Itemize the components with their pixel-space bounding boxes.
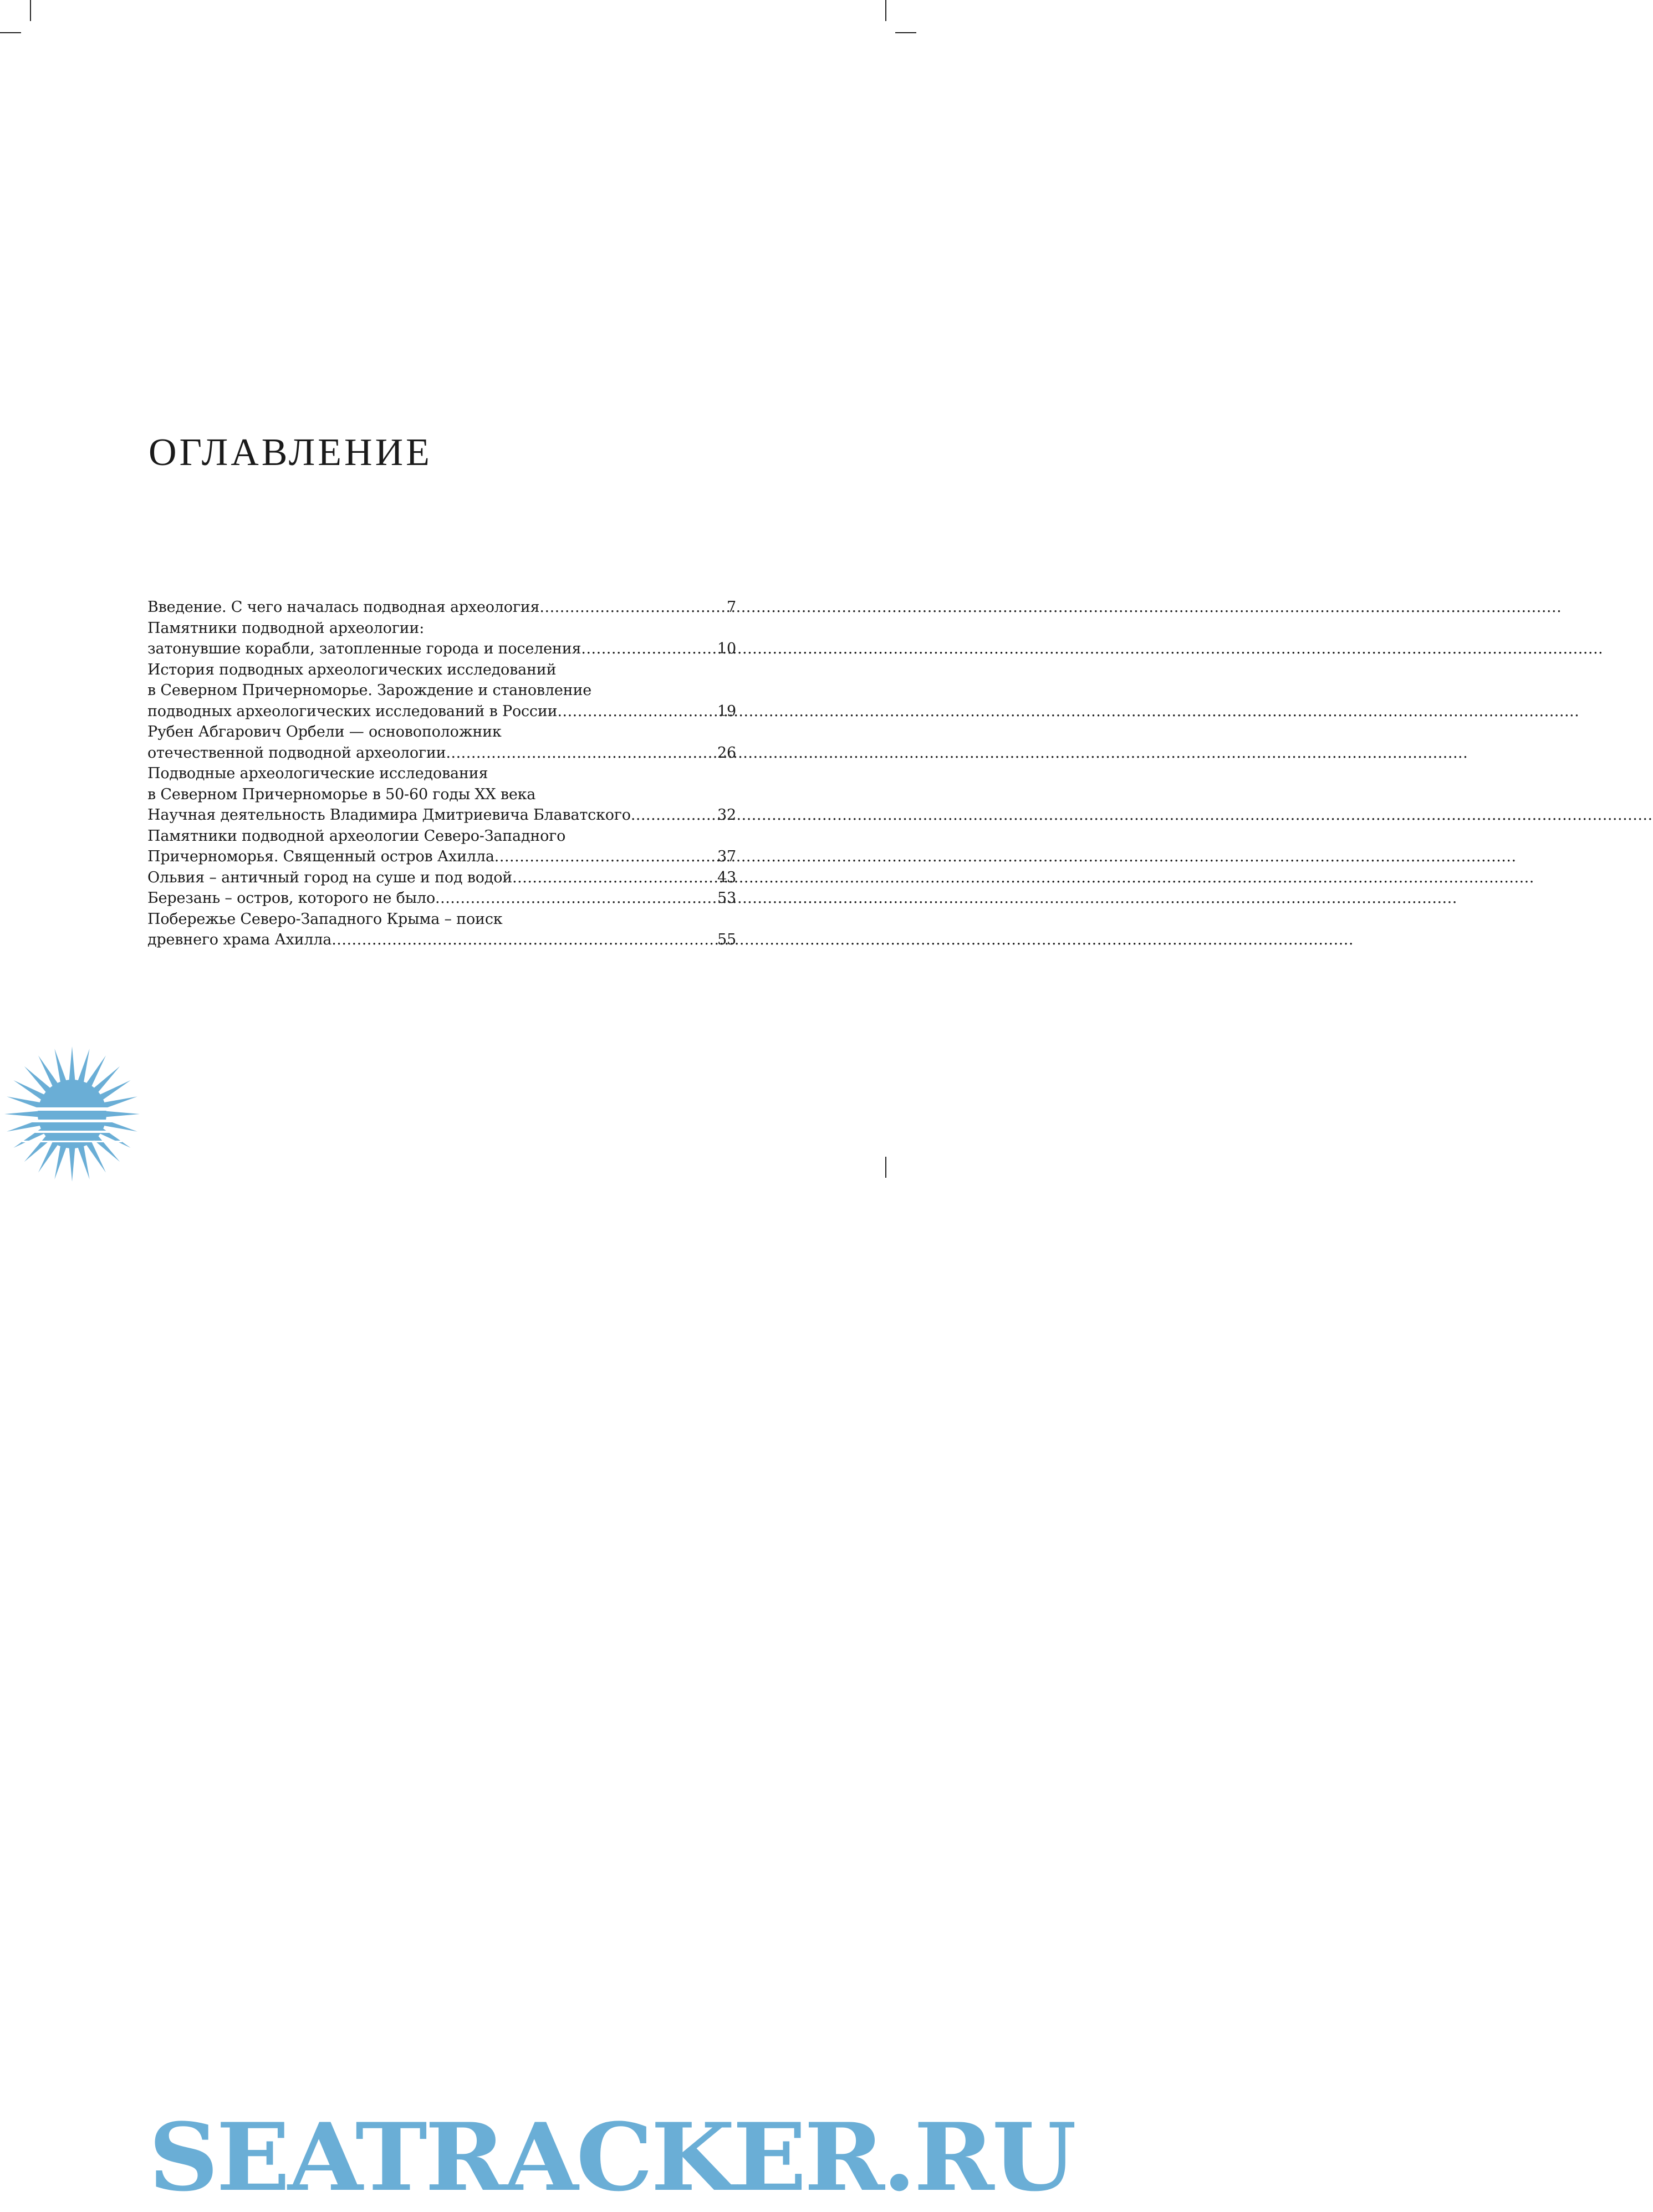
toc-entry — [147, 888, 736, 909]
crop-mark-top-left — [30, 0, 31, 21]
toc-line-text: Введение. С чего началась подводная археология — [147, 599, 540, 616]
toc-entry — [147, 763, 736, 826]
toc-leader-dots — [581, 638, 717, 660]
toc-leader-dots — [512, 867, 717, 888]
toc-line — [147, 805, 736, 826]
toc-line — [147, 638, 736, 660]
toc-page-number: 26 — [717, 744, 736, 762]
toc-line-text: в Северном Причерноморье в 50-60 годы XX века — [147, 785, 536, 803]
sun-ray — [77, 1144, 89, 1179]
toc-entry — [147, 909, 736, 951]
toc-line-text: отечественной подводной археологии — [147, 744, 446, 762]
crop-mark-top-right-h — [895, 32, 916, 33]
toc-leader-dots — [557, 701, 717, 722]
sun-ray — [4, 1111, 40, 1117]
page-title: ОГЛАВЛЕНИЕ — [149, 431, 432, 474]
sun-ray — [54, 1049, 67, 1084]
toc-line — [147, 826, 736, 847]
toc-line — [147, 763, 736, 784]
toc-line — [147, 888, 736, 909]
toc-entry — [147, 867, 736, 888]
toc-entry — [147, 826, 736, 867]
toc-line-text: в Северном Причерноморье. Зарождение и становление — [147, 682, 592, 699]
crop-mark-top-right — [885, 0, 886, 21]
toc-line-text: Памятники подводной археологии: — [147, 619, 425, 637]
toc-line — [147, 618, 736, 639]
toc-line — [147, 846, 736, 867]
toc-line — [147, 597, 736, 618]
watermark-text: SEATRACKER.RU — [149, 2102, 1074, 2212]
toc-page-number: 37 — [717, 848, 736, 865]
sun-ray — [7, 1096, 42, 1108]
sun-ray — [77, 1049, 89, 1084]
toc-line-text: Причерноморья. Священный остров Ахилла — [147, 848, 494, 865]
toc-leader-dots — [631, 805, 717, 826]
toc-leader-dots — [539, 597, 727, 618]
toc-leader-dots — [494, 846, 717, 867]
sun-ray — [54, 1144, 67, 1179]
toc-line — [147, 743, 736, 764]
sun-ray — [69, 1146, 75, 1182]
sun-icon — [0, 1042, 144, 1178]
toc-entry — [147, 660, 736, 722]
sun-ray — [69, 1046, 75, 1082]
toc-line — [147, 929, 736, 951]
toc-line — [147, 660, 736, 681]
toc-leader-dots — [435, 888, 717, 909]
toc-line — [147, 867, 736, 888]
sun-ray — [104, 1111, 140, 1117]
toc-entry — [147, 597, 736, 618]
toc-entry — [147, 722, 736, 763]
toc-line — [147, 680, 736, 701]
toc-entry — [147, 618, 736, 660]
toc-line — [147, 784, 736, 805]
toc-page-number: 55 — [717, 931, 736, 948]
toc-line-text: Ольвия – античный город на суше и под водой — [147, 869, 513, 886]
toc-page-number: 32 — [717, 806, 736, 824]
toc-line-text: Березань – остров, которого не было — [147, 890, 436, 907]
toc-leader-dots — [331, 929, 717, 951]
toc-line-text: Рубен Абгарович Орбели — основоположник — [147, 723, 502, 740]
crop-mark-top-left-h — [0, 32, 21, 33]
toc-page-number: 53 — [717, 890, 736, 907]
watermark — [0, 1042, 1074, 2212]
toc-leader-dots — [446, 743, 717, 764]
toc-page-number: 43 — [717, 869, 736, 886]
toc-line-text: Научная деятельность Владимира Дмитриевича Блаватского — [147, 806, 631, 824]
sun-ray — [102, 1096, 137, 1108]
toc-line-text: Памятники подводной археологии Северо-Западного — [147, 827, 566, 845]
toc-line-text: Подводные археологические исследования — [147, 765, 488, 782]
toc-line-text: затонувшие корабли, затопленные города и поселения — [147, 640, 581, 657]
toc-page-number: 19 — [717, 702, 736, 720]
toc-page-number: 10 — [717, 640, 736, 657]
toc-line-text: Побережье Северо-Западного Крыма – поиск — [147, 910, 503, 928]
toc-page-number: 7 — [727, 599, 736, 616]
toc-line-text: древнего храма Ахилла — [147, 931, 332, 948]
toc-line-text: История подводных археологических исследований — [147, 661, 557, 678]
toc-line — [147, 701, 736, 722]
toc-line-text: подводных археологических исследований в России — [147, 702, 558, 720]
toc-line — [147, 722, 736, 743]
table-of-contents — [147, 597, 736, 951]
toc-line — [147, 909, 736, 930]
